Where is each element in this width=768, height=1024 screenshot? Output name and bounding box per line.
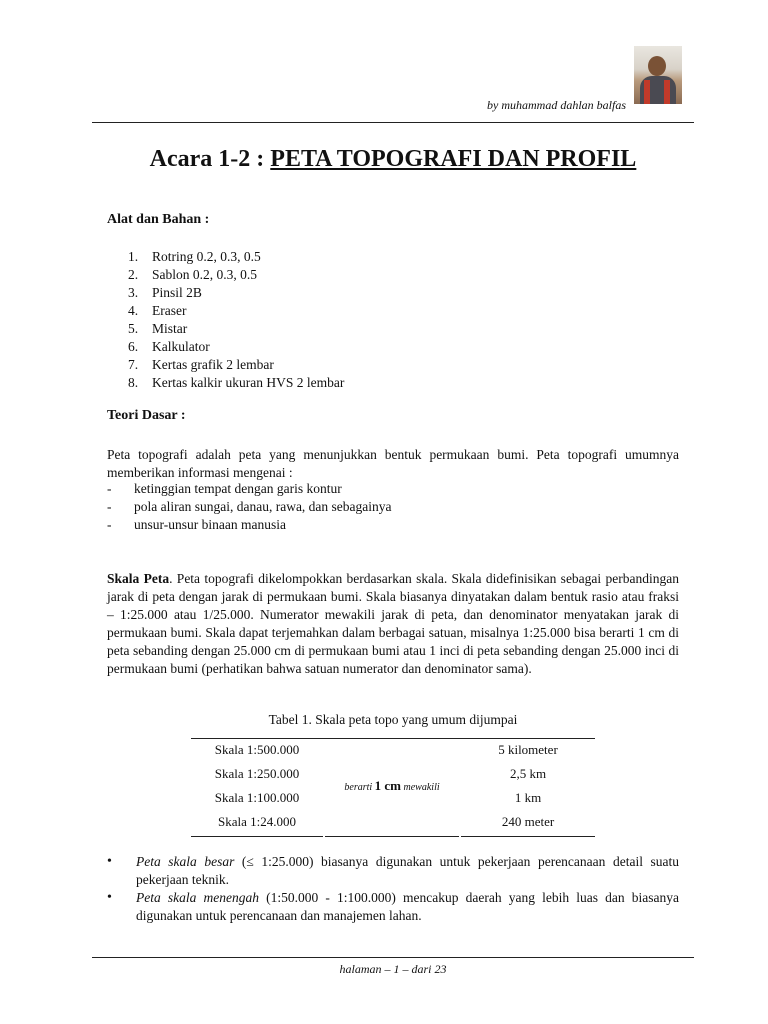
skala-body: . Peta topografi dikelompokkan berdasarkan skala. Skala didefinisikan sebagai perbandingan jarak di peta dengan jarak di permukaan bumi. Skala biasanya dinyatakan dalam bentuk rasio atau fraksi – 1:25.000 atau 1/25.000. Numerator mewakili jarak di peta, dan denominator menyatakan jarak di permukaan bumi. Skala dapat terjemahkan dalam berbagai satuan, misalnya 1:25.000 bisa berarti 1 cm di peta sebanding dengan 25.000 cm di permukaan bumi atau 1 inci di peta sebanding dengan 25.000 inci di permukaan bumi (perhatikan bahwa satuan numerator dan denominator sama). [107, 571, 679, 676]
list-item: 5. Mistar [128, 321, 188, 336]
table-cell-scale: Skala 1:250.000 [214, 766, 300, 781]
bullet-icon: • [107, 890, 112, 905]
table-cell-middle: berarti 1 cm mewakili [344, 778, 440, 793]
table-bottom-rule [325, 836, 459, 837]
teori-list [107, 480, 392, 534]
skala-paragraph [107, 570, 679, 678]
table-bottom-rule [191, 836, 323, 837]
list-item: - ketinggian tempat dengan garis kontur [107, 481, 342, 496]
author-photo [634, 46, 682, 104]
list-item: 8. Kertas kalkir ukuran HVS 2 lembar [128, 375, 345, 390]
scale-bullets [107, 853, 679, 925]
page-title [92, 146, 694, 173]
table-cell-value: 1 km [514, 790, 542, 805]
table-cell-scale: Skala 1:100.000 [214, 790, 300, 805]
table-top-rule [191, 738, 595, 739]
table-bottom-rule [461, 836, 595, 837]
table-caption: Tabel 1. Skala peta topo yang umum dijumpai [268, 712, 518, 727]
list-item: • Peta skala menengah (1:50.000 - 1:100.000) mencakup daerah yang lebih luas dan biasanya digunakan untuk perencanaan dan manajemen lahan. [107, 890, 680, 923]
bullet-icon: • [107, 854, 112, 869]
table-cell-value: 5 kilometer [498, 742, 558, 757]
teori-intro: Peta topografi adalah peta yang menunjukkan bentuk permukaan bumi. Peta topografi umumnya memberikan informasi mengenai : [107, 447, 679, 480]
list-item: - unsur-unsur binaan manusia [107, 517, 286, 532]
list-item: • Peta skala besar (≤ 1:25.000) biasanya digunakan untuk pekerjaan perencanaan detail suatu pekerjaan teknik. [107, 854, 679, 887]
alat-heading: Alat dan Bahan : [107, 212, 210, 227]
list-item: 6. Kalkulator [128, 339, 210, 354]
list-item: 3. Pinsil 2B [128, 285, 202, 300]
title-prefix: Acara 1-2 : [149, 146, 271, 172]
teori-heading: Teori Dasar : [107, 408, 186, 423]
author-byline: by muhammad dahlan balfas [487, 98, 626, 112]
skala-lead: Skala Peta [107, 571, 170, 586]
list-item: 7. Kertas grafik 2 lembar [128, 357, 274, 372]
list-item: 1. Rotring 0.2, 0.3, 0.5 [128, 249, 261, 264]
table-cell-value: 240 meter [501, 814, 555, 829]
footer-rule [92, 957, 694, 958]
header-rule [92, 122, 694, 123]
table-cell-value: 2,5 km [509, 766, 547, 781]
alat-list [128, 248, 344, 392]
list-item: 4. Eraser [128, 303, 187, 318]
list-item: 2. Sablon 0.2, 0.3, 0.5 [128, 267, 258, 282]
table-cell-scale: Skala 1:24.000 [218, 814, 296, 829]
page-footer: halaman – 1 – dari 23 [339, 962, 447, 976]
title-main: PETA TOPOGRAFI DAN PROFIL [270, 146, 637, 172]
list-item: - pola aliran sungai, danau, rawa, dan sebagainya [107, 499, 392, 514]
table-cell-scale: Skala 1:500.000 [214, 742, 300, 757]
